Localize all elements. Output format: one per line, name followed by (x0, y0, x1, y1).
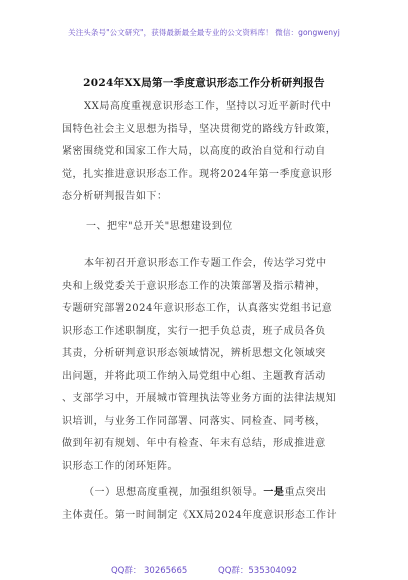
subsection-heading: （一）思想高度重视，加强组织领导。 (84, 487, 264, 498)
paragraph-line: 、支部学习中，开展城市管理执法等业务方面的法律法规知 (62, 393, 337, 404)
section-one-paragraph (62, 253, 350, 478)
paragraph-line: 其责，分析研判意识形态领域情况，辨析思想文化领域突 (62, 348, 326, 359)
paragraph-line: 央和上级党委关于意识形态工作的决策部署及指示精神， (62, 280, 326, 292)
paragraph-line: 识形态工作的闭环矩阵。 (62, 460, 179, 472)
qq-group-1: QQ群： 30265665 (110, 566, 188, 576)
intro-paragraph (62, 96, 350, 209)
paragraph-line: 国特色社会主义思想为指导，坚决贯彻党的路线方针政策， (62, 123, 337, 135)
paragraph-line: 觉，扎实推进意识形态工作。现将2024年第一季度意识形 (62, 168, 333, 180)
document-title: 2024年XX局第一季度意识形态工作分析研判报告 (83, 77, 325, 89)
paragraph-line: 识形态工作述职制度，实行一把手负总责，班子成员各负 (62, 325, 326, 337)
paragraph-line: 本年初召开意识形态工作专题工作会，传达学习党中 (84, 258, 327, 269)
footer-contact-bar (0, 564, 408, 576)
paragraph-line: 态分析研判报告如下： (62, 191, 168, 202)
paragraph-line: XX局高度重视意识形态工作，坚持以习近平新时代中 (84, 101, 332, 112)
subsection-paragraph (62, 482, 350, 527)
paragraph-line: 专题研究部署2024年意识形态工作，认真落实党组书记意 (62, 303, 333, 314)
paragraph-line: 出问题，并将此项工作纳入局党组中心组、主题教育活动 (62, 370, 326, 382)
paragraph-line: 做到年初有规划、年中有检查、年末有总结，形成推进意 (62, 438, 326, 449)
section-heading: 一、把牢"总开关"思想建设到位 (86, 221, 233, 232)
paragraph-line: 紧密围绕党和国家工作大局，以高度的政治自觉和行动自 (62, 146, 326, 157)
promo-banner: 关注头条号"公文研究"，获得最新最全最专业的公文资料库！ 微信：gongwenyj (68, 28, 340, 37)
subsection-heading-rest: 重点突出 (284, 487, 327, 498)
paragraph-line: 主体责任。第一时间制定《XX局2024年度意识形态工作计 (62, 509, 338, 521)
subsection-heading-line (62, 482, 350, 505)
emphasis-text: 一是 (263, 487, 285, 498)
paragraph-line: 识培训，与业务工作同部署、同落实、同检查、同考核， (62, 415, 326, 427)
qq-group-2: QQ群：535304092 (218, 566, 298, 576)
